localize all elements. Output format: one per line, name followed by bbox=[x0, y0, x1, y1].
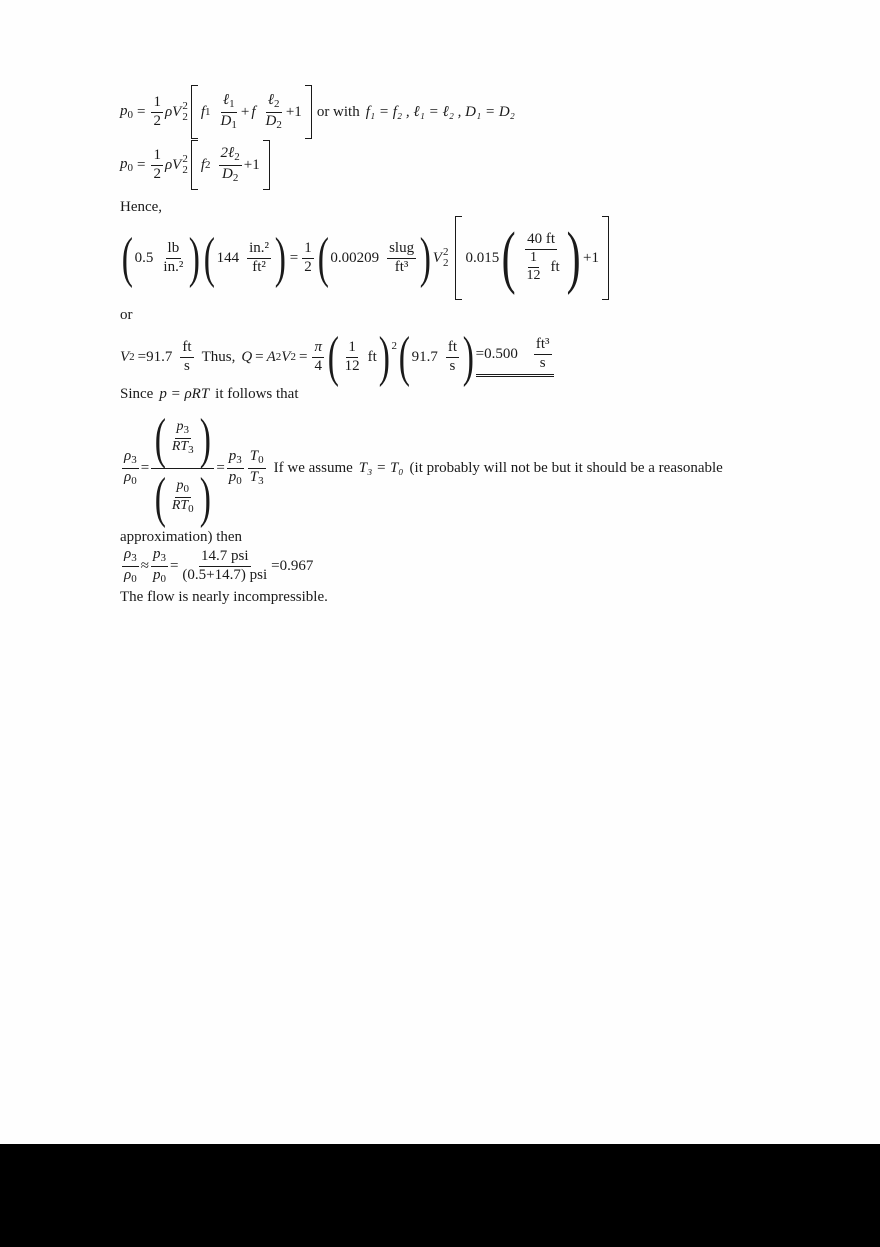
text-hence: Hence, bbox=[120, 199, 163, 215]
text-or-with: or with bbox=[316, 103, 360, 120]
text-approximation-then: approximation) then bbox=[120, 529, 243, 545]
symbol: $p_0$ bbox=[120, 102, 133, 121]
text-since: Since p = ρRT it follows that bbox=[120, 386, 299, 402]
bracket-group: f 2 $\frac{2\ell_2}{D_2}$ +1 bbox=[188, 140, 273, 190]
equals: = bbox=[137, 103, 146, 120]
bracket-group: f 1 $\frac{\ell_1}{D_1}$ + f $\frac{\ell_2}{D_2}$ +1 bbox=[188, 85, 315, 139]
fraction-l2-d2: $\frac{\ell_2}{D_2}$ bbox=[265, 91, 282, 131]
fraction-l1-d1: $\frac{\ell_1}{D_1}$ bbox=[220, 91, 237, 131]
fraction-half: $\frac{1}{2}$ bbox=[153, 93, 161, 129]
bracket-group: 0.015 ( 40 ft $\frac{1}{12}$ ft ) +1 bbox=[452, 216, 612, 300]
scan-black-border bbox=[0, 1144, 880, 1247]
equation-substitution: ( 0.5 $\frac{lb}{\text{in.²}}$ ) ( 144 $\frac{\text{in.²}}{\text{ft²}}$ ) = $\frac{1}{2}$ ( 0.00209 $\frac{\text{slug}}{\text{ft³}}$ ) V 2 2 0.015 ( 40 ft $\frac{1}{12}$ ft ) +1 bbox=[120, 218, 612, 298]
conditions: f₁ = f₂ , ℓ₁ = ℓ₂ , D₁ = D₂ bbox=[365, 103, 515, 120]
equation-density-ratio: $\frac{\rho_3}{\rho_0}$ = ( $\frac{p_3}{RT_3}$ ) ( $\frac{p_0}{RT_0}$ ) = $\frac{p_3}{p_0}$ $\frac{T_0}{T_3}$ If we assume T₃ = T₀ (it probably will not be but it should be a reasonable bbox=[124, 407, 723, 529]
equation-simplified: $p_0$ = $\frac{1}{2}$ ρ V 2 2 f 2 $\frac{2\ell_2}{D_2}$ +1 bbox=[120, 140, 273, 190]
right-bracket bbox=[305, 85, 312, 139]
equation-flowrate: V 2 =91.7 $\frac{ft}{s}$ Thus, Q = A 2 V 2 = $\frac{\pi}{4}$ ( $\frac{1}{12}$ ft ) $^2$ ( 91.7 $\frac{ft}{s}$ ) =0.500 $\frac{\text{ft³}}{s}$ bbox=[120, 330, 554, 384]
fraction-half: $\frac{1}{2}$ bbox=[153, 146, 161, 182]
equation-density-result: $\frac{\rho_3}{\rho_0}$ ≈ $\frac{p_3}{p_0}$ = $\frac{\text{14.7 psi}}{\text{(0.5+14.7) psi}}$ =0.967 bbox=[124, 546, 314, 585]
rho: ρ bbox=[164, 103, 173, 120]
equation-total-pressure: $p_0$ = $\frac{1}{2}$ ρ V 2 2 f 1 $\frac{\ell_1}{D_1}$ + f $\frac{\ell_2}{D_2}$ +1 or with f₁ = f₂ , ℓ₁ = ℓ₂ , D₁ = D₂ bbox=[120, 85, 515, 139]
final-answer: =0.500 $\frac{\text{ft³}}{s}$ bbox=[476, 337, 554, 378]
velocity: V bbox=[172, 103, 182, 120]
left-bracket bbox=[191, 85, 198, 139]
text-conclusion: The flow is nearly incompressible. bbox=[120, 589, 328, 605]
text-or: or bbox=[120, 307, 133, 323]
